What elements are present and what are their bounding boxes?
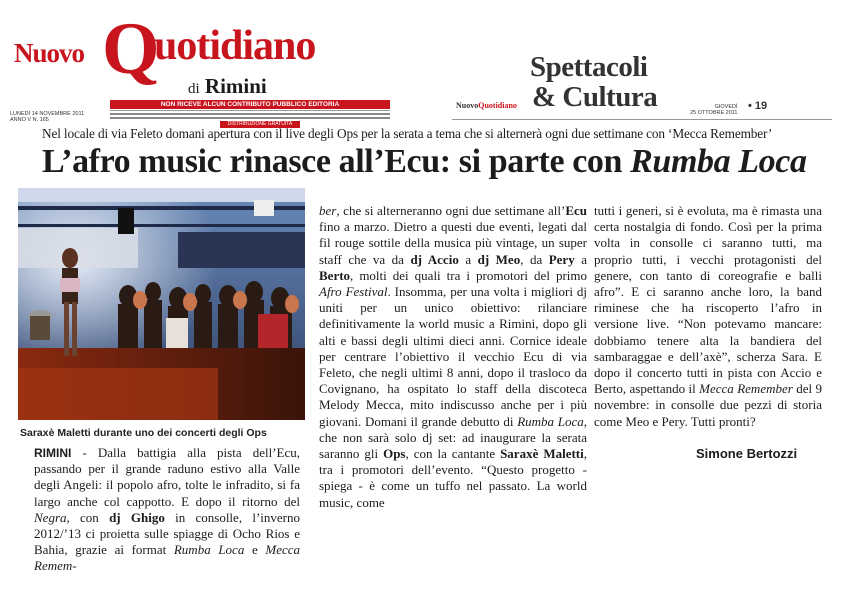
masthead-date <box>10 111 105 123</box>
headline-main: L’afro music rinasce all’Ecu: si parte con <box>42 143 631 180</box>
col1-rumba: Rumba Loca <box>173 542 245 558</box>
concert-photo <box>18 188 305 420</box>
col3-text-b: del 9 novembre: in consolle due pezzi di storia come Meo e Pery. Tutti pronti? <box>594 381 823 429</box>
col2-text-c: a <box>458 251 478 267</box>
col2-text-i: , con la cantante <box>405 446 501 462</box>
col2-text-g: . Insomma, per una volta i migliori dj uniti per un unico obiettivo: rilanciare definitivamente la world music a Rimini, dopo gli alti e bassi degli ultimi dieci anni. Cornice ideale per centrare l’obiettivo il vecchio Ecu di via Feleto, che negli ultimi 8 anni, dopo il trasloco da Covignano, ha ospitato lo staff della discoteca Melody Mecca, mito indiscusso anche per i più giovani. Domani il grande debutto di <box>319 284 587 429</box>
col1-text-a: - Dalla battigia alla pista dell’Ecu, passando per il grande raduno estivo alla Valle degli Angeli: il popolo afro, tolte le infradito, si fa largo anche col cappotto. E dopo il ritorno del <box>34 445 300 509</box>
fine-print-line <box>110 117 390 119</box>
masthead-date-text: LUNEDÌ 14 NOVEMBRE 2011 <box>10 111 85 117</box>
section-rule <box>452 119 832 120</box>
col2-accio: dj Accio <box>410 251 459 267</box>
section-small-logo <box>456 101 517 110</box>
col2-ops: Ops <box>383 446 406 462</box>
col2-text-b: fino a marzo. Dietro a questi due eventi, legati dal fil rouge sottile della musica più vintage, un super staff che va da <box>319 219 587 267</box>
col2-text-j: , tra i promotori dell’evento. “Questo progetto - spiega - è come un tuffo nel passato. La world music, come <box>319 446 587 510</box>
col2-text-d: , da <box>520 251 549 267</box>
article-column-1 <box>34 445 300 575</box>
photo-caption: Saraxè Maletti durante uno dei concerti degli Ops <box>20 427 267 439</box>
col2-saraxe: Saraxè Maletti <box>500 446 584 462</box>
col3-mecca: Mecca Remember <box>699 381 793 397</box>
col3-text-a: tutti i generi, si è evoluta, ma è rimasta una certa nostalgia di fondo. Così per la prima volta in consolle ci saranno tutti, ma proprio tutti, i vecchi protagonisti del genere, con tanto di coreografie e balli afro”. E ci saranno anche loro, la band riminese che ha riscoperto l’afro in versione live. “Non potevamo mancare: dobbiamo tenere alta la bandiera del sambaraggae e dell’axè”, scherza Sara. E dopo il concerto tutti in pista con Accio e Berto, aspettando il <box>594 203 822 397</box>
col2-meo: dj Meo <box>477 251 521 267</box>
section-title-line1: Spettacoli <box>530 51 648 83</box>
col2-text-h: , che non sarà solo dj set: ad inaugurare la serata saranno gli <box>319 413 587 462</box>
col2-afro: Afro Festival <box>319 284 388 300</box>
newspaper-masthead <box>10 8 400 127</box>
masthead-free-badge: DISTRIBUZIONE GRATUITA <box>220 121 300 128</box>
masthead-nuovo: Nuovo <box>14 38 85 68</box>
article-headline <box>42 142 807 182</box>
section-date <box>690 104 738 116</box>
section-title <box>530 52 657 112</box>
col2-text-f: , molti dei quali tra i promotori del primo <box>350 267 587 283</box>
masthead-q-initial: Q <box>102 8 160 90</box>
dateline: RIMINI <box>34 446 72 460</box>
col2-text-a: , che si alterneranno ogni due settimane all’ <box>336 203 566 218</box>
col2-pery: Pery <box>548 251 575 267</box>
concert-photo-image <box>18 188 305 420</box>
article-column-3 <box>594 203 822 430</box>
col1-text-b: , con <box>66 509 110 525</box>
masthead-rimini: Rimini <box>204 74 267 98</box>
col1-mecca: Mecca Remem- <box>34 542 300 574</box>
column-2-text <box>319 203 587 511</box>
masthead-city <box>188 74 267 99</box>
headline-emphasis: Rumba Loca <box>630 143 807 180</box>
masthead-issue-text: ANNO V N. 165 <box>10 117 49 123</box>
col2-berto: Berto <box>319 267 351 283</box>
section-logo-quotidiano: Quotidiano <box>478 101 517 110</box>
col1-text-c: in consolle, l’inverno 2012/’13 ci proietta sulle spiagge di Ocho Rios e Bahia, grazie ai format <box>34 509 300 558</box>
article-column-2 <box>319 203 587 511</box>
page-number: • 19 <box>748 100 768 112</box>
col1-text-d: e <box>244 542 266 558</box>
col2-mecca-end: ber <box>319 203 337 218</box>
section-date-text: 25 OTTOBRE 2011 <box>690 110 738 116</box>
masthead-notice-band: NON RICEVE ALCUN CONTRIBUTO PUBBLICO EDITORIA <box>110 100 390 109</box>
column-1-text <box>34 445 300 575</box>
masthead-quotidiano: uotidiano <box>154 23 316 69</box>
col1-ghigo: dj Ghigo <box>109 509 165 525</box>
col1-negra: Negra <box>34 509 67 525</box>
col2-text-e: a <box>574 251 587 267</box>
col2-rumba: Rumba Loca <box>517 413 584 429</box>
masthead-di: di <box>188 81 200 97</box>
author-signature: Simone Bertozzi <box>696 446 798 461</box>
section-title-line2: & Cultura <box>532 81 658 113</box>
column-3-text <box>594 203 822 430</box>
fine-print-line <box>110 113 390 115</box>
section-logo-nuovo: Nuovo <box>456 101 479 110</box>
article-kicker: Nel locale di via Feleto domani apertura con il live degli Ops per la serata a tema che si alternerà ogni due settimane con ‘Mecca Remember’ <box>42 126 773 141</box>
section-weekday: GIOVEDÌ <box>714 104 738 110</box>
col2-ecu: Ecu <box>565 203 587 218</box>
